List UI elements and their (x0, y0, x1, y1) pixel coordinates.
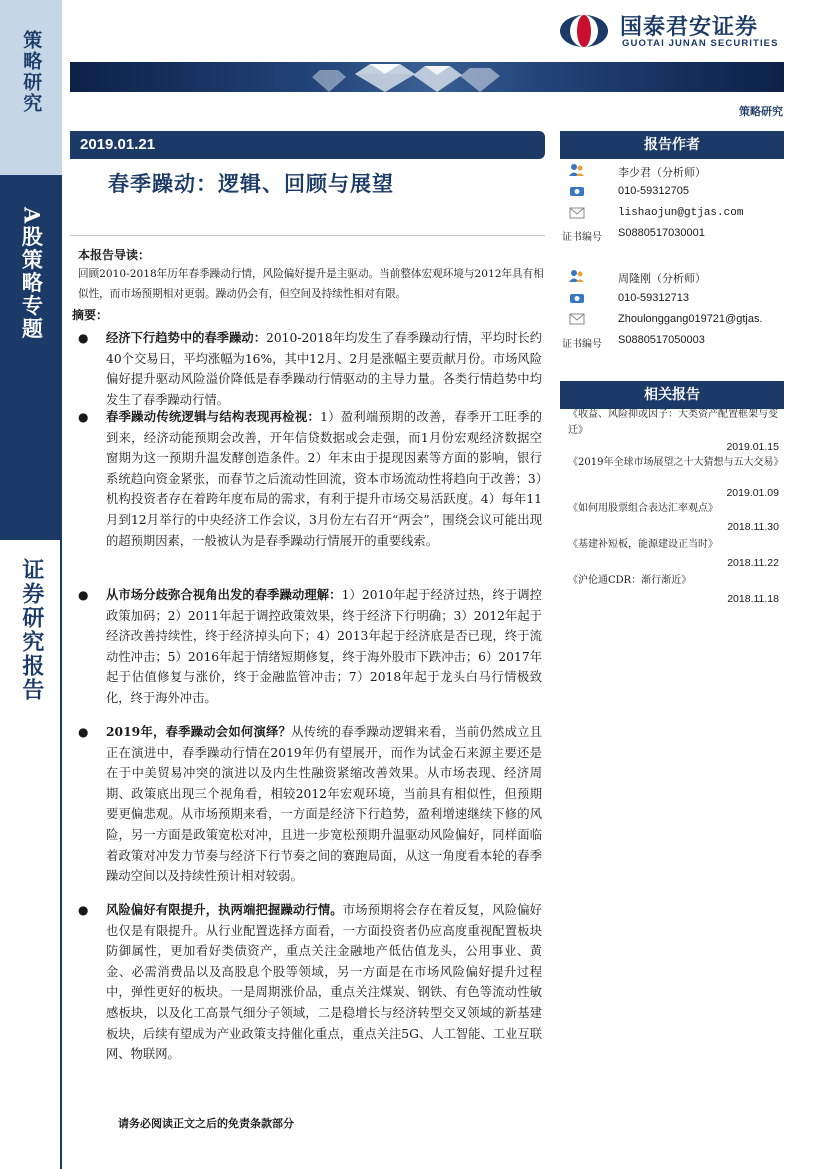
report-date: 2019.01.21 (80, 136, 156, 153)
bullet-icon: ● (78, 903, 89, 917)
summary-point-text: 市场预期将会存在着反复，风险偏好也仅是有限提升。从行业配置选择方面看，一方面投资者仍应高度重视配置板块防御属性，更加看好类债资产，重点关注金融地产低估值龙头，公用事业、黄金、必需消费品以及高股息个股等领域，另一方面是在市场风险偏好提升过程中，弹性更好的板块。一是周期涨价品，重点关注煤炭、钢铁、有色等流动性敏感板块，以及化工高景气细分子领域，二是稳增长与经济转型交叉领域的新基建板块，后续有望成为产业政策支持催化重点，重点关注5G、人工智能、工业互联网、物联网。 (106, 903, 542, 1062)
diamond-graphic (70, 62, 784, 92)
related-report-date: 2019.01.15 (726, 441, 779, 453)
summary-heading: 摘要： (72, 308, 109, 322)
related-report-title[interactable]: 《2019年全球市场展望之十大猜想与五大交易》 (568, 457, 784, 468)
summary-point (106, 328, 542, 410)
bullet-icon: ● (78, 410, 89, 424)
person-icon (568, 163, 586, 177)
related-heading: 相关报告 (560, 381, 784, 409)
author-phone: 010-59312713 (618, 292, 689, 304)
author-email[interactable]: lishaojun@gtjas.com (618, 207, 744, 219)
summary-point-lead: 经济下行趋势中的春季躁动： (106, 330, 267, 345)
sidebar-top-text: 策略研究 (20, 30, 43, 114)
summary-point-lead: 2019年，春季躁动会如何演绎？ (106, 724, 292, 739)
report-title: 春季躁动：逻辑、回顾与展望 (108, 171, 394, 196)
sidebar-mid-text: A股策略专题 (19, 207, 45, 341)
author-phone: 010-59312705 (618, 185, 689, 197)
company-name-cn: 国泰君安证券 (620, 15, 759, 40)
author-name: 李少君（分析师） (618, 166, 706, 179)
sidebar-bottom-label (0, 558, 62, 708)
person-icon (568, 269, 586, 283)
related-report-date: 2018.11.22 (727, 557, 779, 569)
bullet-icon: ● (78, 588, 89, 602)
section-tag: 策略研究 (739, 105, 783, 118)
summary-point (106, 722, 542, 887)
related-report-title[interactable]: 《收益、风险抑或因子：大类资产配置框架与变迁》 (568, 409, 778, 436)
related-report-date: 2018.11.18 (727, 593, 779, 605)
sidebar-top-block (0, 0, 62, 175)
cert-label: 证书编号 (562, 339, 602, 350)
summary-point-lead: 春季躁动传统逻辑与结构表现再检视： (106, 409, 321, 424)
email-icon (568, 206, 586, 220)
bullet-icon: ● (78, 331, 89, 345)
summary-point (106, 900, 542, 1065)
email-icon (568, 312, 586, 326)
sidebar-bottom-block (0, 540, 62, 1169)
sidebar-top-label (0, 30, 62, 119)
author-name: 周隆刚（分析师） (618, 272, 706, 285)
related-report-title[interactable]: 《沪伦通CDR：渐行渐近》 (568, 575, 692, 586)
summary-point (106, 585, 542, 709)
phone-icon (568, 291, 586, 305)
related-report-title[interactable]: 《如何用股票组合表达汇率观点》 (568, 503, 718, 514)
date-bar (70, 131, 545, 159)
cert-number: S0880517030001 (618, 227, 705, 239)
summary-point-text: 从传统的春季躁动逻辑来看，当前仍然成立且正在演进中，春季躁动行情在2019年仍有望展开，而作为试金石来源主要还是在于中美贸易冲突的演进以及内生性融资紧缩改善效果。从市场表现、经济周期、政策底出现三个视角看，相较2012年宏观环境，当前具有相似性，但预期要更偏悲观。从市场预期来看，一方面是经济下行趋势，盈利增速继续下修的风险，另一方面是政策宽松对冲，且进一步宽松预期升温驱动风险偏好，同样面临着政策对冲发力节奏与经济下行节奏之间的赛跑局面，从这一角度看本轮的春季躁动空间以及持续性预计相对较弱。 (106, 725, 542, 884)
title-divider (70, 235, 545, 236)
guide-heading: 本报告导读： (78, 248, 151, 262)
summary-point-lead: 从市场分歧弥合视角出发的春季躁动理解： (106, 587, 342, 602)
sidebar-mid-block (0, 175, 62, 540)
cert-label: 证书编号 (562, 232, 602, 243)
sidebar-bottom-text: 证券研究报告 (18, 558, 45, 702)
bullet-icon: ● (78, 725, 89, 739)
gtja-logo-icon (558, 13, 610, 49)
related-report-title[interactable]: 《基建补短板，能源建设正当时》 (568, 539, 718, 550)
phone-icon (568, 184, 586, 198)
summary-point-text: 1）2010年起于经济过热，终于调控政策加码；2）2011年起于调控政策效果，终于经济下行明确；3）2012年起于经济改善持续性，终于经济掉头向下；4）2013年起于经济底是否已现，终于流动性冲击；5）2016年起于情绪短期修复，终于海外股市下跌冲击；6）2017年起于估值修复与涨价，终于金融监管冲击；7）2018年起于龙头白马行情极致化，终于海外冲击。 (106, 588, 542, 705)
summary-point (106, 407, 542, 551)
cert-number: S0880517050003 (618, 334, 705, 346)
disclaimer-note: 请务必阅读正文之后的免责条款部分 (118, 1117, 294, 1130)
summary-point-lead: 风险偏好有限提升，执两端把握躁动行情。 (106, 902, 343, 917)
sidebar-mid-label (0, 207, 62, 345)
related-report-date: 2018.11.30 (727, 521, 779, 533)
author-email[interactable]: Zhoulonggang019721@gtjas. (618, 313, 763, 325)
related-report-date: 2019.01.09 (726, 487, 779, 499)
summary-point-text: 1）盈利端预期的改善，春季开工旺季的到来，经济动能预期会改善，开年信贷数据或会走强，而1月份宏观经济数据空窗期为这一预期升温发酵创造条件。2）年末由于提现因素等方面的影响，银行系统趋向资金紧张，而春节之后流动性回流，资本市场流动性将趋向于改善；3）机构投资者存在着跨年度布局的需求，有利于提升市场交易活跃度。4）每年11月到12月举行的中央经济工作会议，3月份左右召开“两会”，围绕会议可能出现的超预期因素，一般被认为是春季躁动行情展开的重要线索。 (106, 410, 542, 548)
company-name-en: GUOTAI JUNAN SECURITIES (622, 38, 779, 49)
guide-text: 回顾2010-2018年历年春季躁动行情，风险偏好提升是主驱动。当前整体宏观环境与2012年具有相似性，而市场预期相对更弱。躁动仍会有，但空间及持续性相对有限。 (78, 268, 544, 300)
summary-point-text: 2010-2018年均发生了春季躁动行情，平均时长约40个交易日，平均涨幅为16%，其中12月、2月是涨幅主要贡献月份。市场风险偏好提升驱动风险溢价降低是春季躁动行情驱动的主导力量。各类行情趋势中均发生了春季躁动行情。 (106, 331, 542, 407)
header-banner (70, 62, 784, 92)
authors-heading: 报告作者 (560, 131, 784, 159)
